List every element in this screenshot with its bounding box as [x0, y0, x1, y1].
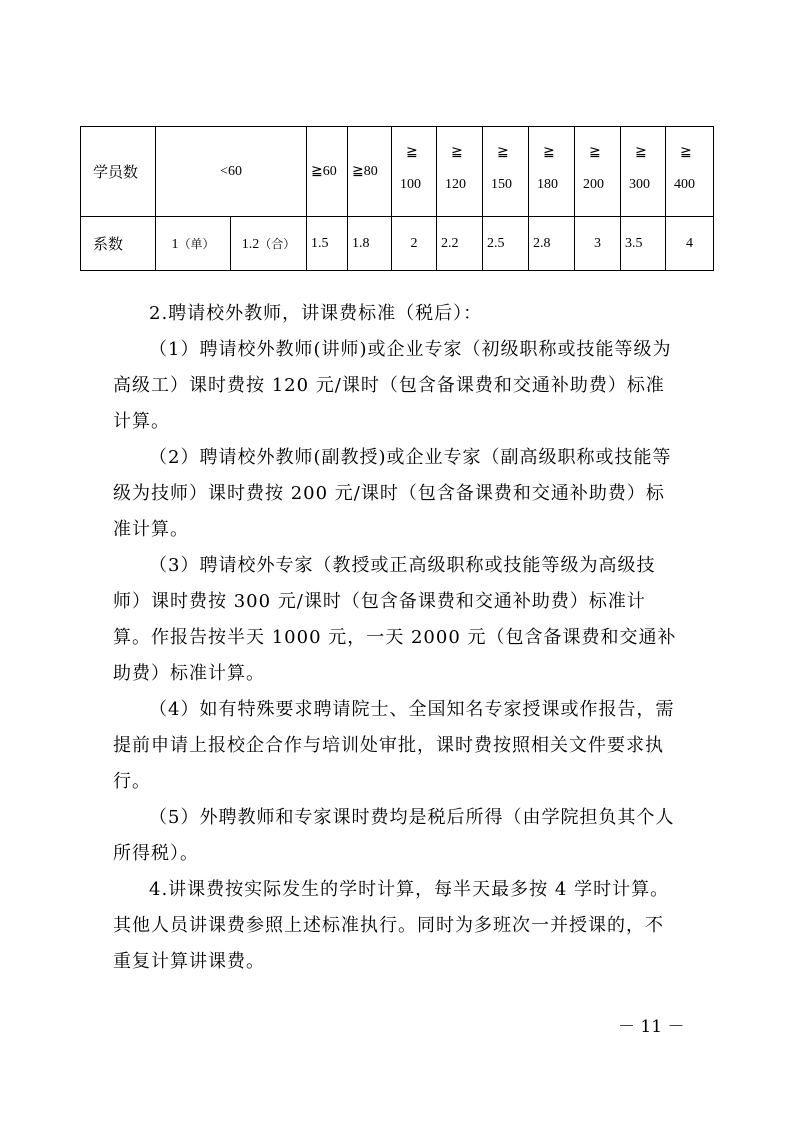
paragraph-item-5: （5）外聘教师和专家课时费均是税后所得（由学院担负其个人所得税）。	[113, 807, 675, 864]
cell-coef: 2.2	[437, 217, 483, 271]
cell-ge80: ≧80	[348, 127, 392, 217]
paragraph-item-4: （4）如有特殊要求聘请院士、全国知名专家授课或作报告，需提前申请上报校企合作与培训处审批，课时费按照相关文件要求执行。	[113, 699, 675, 792]
cell-coef-single	[156, 217, 231, 271]
cell-ge180	[529, 127, 575, 217]
ge-value: 120	[445, 177, 466, 192]
ge-symbol: ≧	[635, 145, 647, 160]
paragraph-heading-4: 4.讲课费按实际发生的学时计算，每半天最多按 4 学时计算。其他人员讲课费参照上述标准执行。同时为多班次一并授课的，不重复计算讲课费。	[113, 879, 670, 972]
body-text	[113, 296, 681, 980]
cell-coef: 2	[392, 217, 437, 271]
ge-value: 150	[491, 177, 512, 192]
ge-value: 200	[583, 177, 604, 192]
cell-ge120	[437, 127, 483, 217]
ge-symbol: ≧	[680, 145, 692, 160]
ge-value: 180	[537, 177, 558, 192]
table-row	[81, 217, 714, 271]
ge-value: 400	[674, 177, 695, 192]
coefficient-table	[80, 126, 714, 271]
coef-tag: （单）	[178, 236, 215, 251]
cell-ge300	[621, 127, 666, 217]
coef-value: 1.2	[241, 236, 260, 252]
paragraph-item-2: （2）聘请校外教师(副教授)或企业专家（副高级职称或技能等级为技师）课时费按 200 元/课时（包含备课费和交通补助费）标准计算。	[113, 447, 672, 540]
cell-ge150	[483, 127, 529, 217]
ge-symbol: ≧	[543, 145, 555, 160]
cell-coef: 3.5	[621, 217, 666, 271]
cell-coef: 1.8	[348, 217, 392, 271]
row-label-coefficient: 系数	[81, 217, 156, 271]
cell-coef: 4	[666, 217, 714, 271]
ge-symbol: ≧	[497, 145, 509, 160]
cell-ge60: ≧60	[307, 127, 348, 217]
coef-value: 1	[171, 236, 179, 252]
cell-coef-combined	[231, 217, 307, 271]
ge-symbol: ≧	[406, 145, 418, 160]
ge-value: 100	[400, 177, 421, 192]
ge-symbol: ≧	[451, 145, 463, 160]
cell-coef: 3	[575, 217, 621, 271]
paragraph-heading-2: 2.聘请校外教师，讲课费标准（税后）：	[149, 303, 483, 324]
cell-coef: 2.8	[529, 217, 575, 271]
cell-coef: 2.5	[483, 217, 529, 271]
coef-tag: （合）	[259, 236, 296, 251]
ge-symbol: ≧	[589, 145, 601, 160]
cell-ge200	[575, 127, 621, 217]
row-label-students: 学员数	[81, 127, 156, 217]
paragraph-item-3: （3）聘请校外专家（教授或正高级职称或技能等级为高级技师）课时费按 300 元/课时（包含备课费和交通补助费）标准计算。作报告按半天 1000 元，一天 2000 元（包含备课费和交通补助费）标准计算。	[113, 555, 677, 684]
cell-coef: 1.5	[307, 217, 348, 271]
cell-ge100	[392, 127, 437, 217]
cell-lt60: <60	[156, 127, 307, 217]
table-row	[81, 127, 714, 217]
cell-ge400	[666, 127, 714, 217]
ge-value: 300	[629, 177, 650, 192]
paragraph-item-1: （1）聘请校外教师(讲师)或企业专家（初级职称或技能等级为高级工）课时费按 120 元/课时（包含备课费和交通补助费）标准计算。	[113, 339, 672, 432]
page-number: － 11 －	[618, 1017, 685, 1037]
